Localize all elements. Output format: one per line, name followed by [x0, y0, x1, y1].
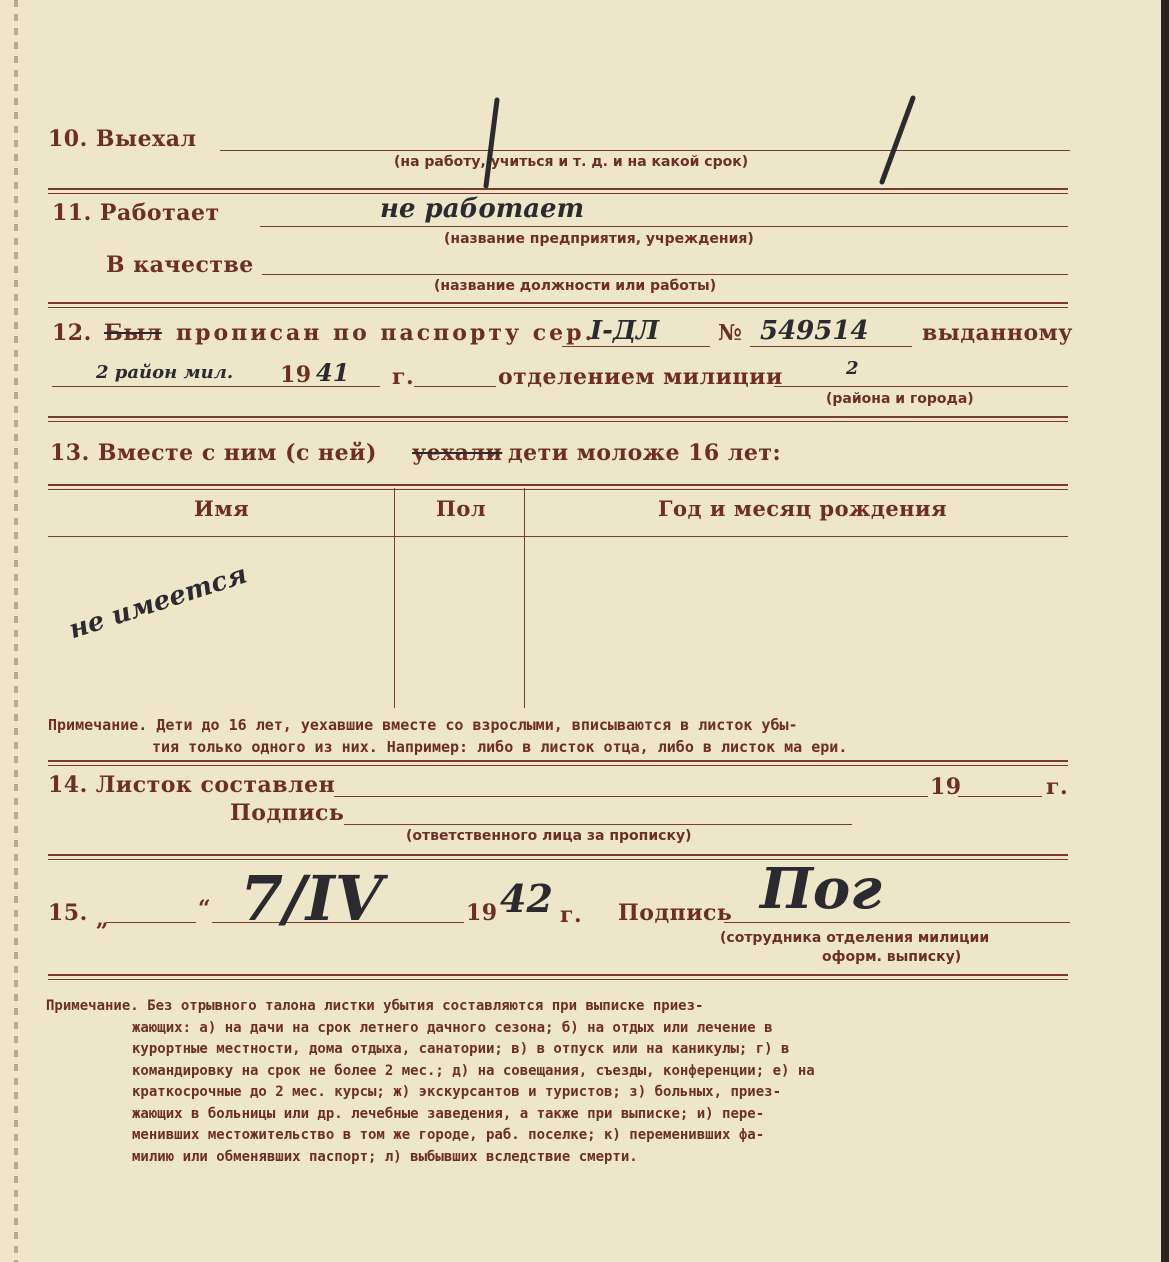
children-note-line-2: тия только одного из них. Например: либо в листок отца, либо в листок ма ери. [152, 737, 848, 756]
item12-issuer: 2 район мил. [96, 362, 234, 383]
final-note-line-1: Примечание. Без отрывного талона листки убытия составляются при выписке приез- [46, 998, 704, 1014]
item15-date: 7/IV [240, 862, 383, 935]
position-label: В качестве [106, 252, 254, 278]
item14-line [334, 796, 928, 797]
item14-caption: (ответственного лица за прописку) [406, 828, 692, 844]
item15-sign-line [724, 922, 1070, 923]
divider-12 [48, 416, 1068, 422]
g-line [414, 386, 496, 387]
item15-label: 15. [48, 900, 88, 926]
item12-year-prefix: 19 [280, 362, 312, 388]
item12-dept-hw: 2 [846, 358, 859, 379]
item11-value: не работает [380, 194, 585, 224]
item15-quote-open: „ [96, 906, 110, 932]
series-line [562, 346, 710, 347]
col-name-header: Имя [194, 496, 250, 521]
item15-day-line [106, 922, 196, 923]
position-line [262, 274, 1068, 275]
divider-14 [48, 854, 1068, 860]
item12-number: 549514 [760, 316, 869, 346]
item14-year-line [958, 796, 1042, 797]
item12-year: 41 [316, 358, 350, 387]
item11-caption: (название предприятия, учреждения) [444, 231, 754, 247]
item15-signature: Пог [760, 856, 882, 922]
item13-post: дети моложе 16 лет: [508, 440, 782, 466]
item12-issued: выданному [922, 320, 1073, 346]
final-note-line-8: милию или обменявших паспорт; л) выбывших вследствие смерти. [132, 1148, 638, 1165]
final-note-line-7: менивших местожительство в том же городе, раб. поселке; к) переменивших фа- [132, 1127, 765, 1143]
item15-caption-1: (сотрудника отделения милиции [720, 930, 990, 946]
final-note [46, 996, 815, 1168]
item15-quote-close: “ [198, 896, 212, 922]
item12-text: прописан по паспорту сер. [176, 320, 596, 346]
divider-11 [48, 302, 1068, 308]
final-note-line-3: курортные местности, дома отдыха, санатории; в) в отпуск или на каникулы; г) в [132, 1041, 790, 1057]
item13-pre: 13. Вместе с ним (с ней) [50, 440, 377, 466]
children-table-top [48, 484, 1068, 490]
item14-sign-label: Подпись [230, 800, 345, 826]
divider-15 [48, 974, 1068, 980]
children-note-line-1: Примечание. Дети до 16 лет, уехавшие вместе со взрослыми, вписываются в листок убы- [48, 716, 798, 734]
col-divider-1 [394, 488, 395, 708]
item10-caption: (на работу, учиться и т. д. и на какой срок) [394, 154, 749, 170]
children-note [48, 715, 847, 758]
col-sex-header: Пол [436, 496, 487, 521]
item12-crossed: Был [104, 320, 162, 346]
item13-crossed: уехали [412, 440, 503, 466]
final-note-line-5: краткосрочные до 2 мес. курсы; ж) экскурсантов и туристов; з) больных, приез- [132, 1084, 782, 1100]
item12-g: г. [392, 364, 415, 390]
col-divider-2 [524, 488, 525, 708]
item15-g: г. [560, 902, 583, 928]
item14-g: г. [1046, 774, 1069, 800]
final-note-line-6: жающих в больницы или др. лечебные заведения, а также при выписке; и) пере- [132, 1105, 765, 1122]
item11-label: 11. Работает [52, 200, 220, 226]
item15-caption-2: оформ. выписку) [822, 949, 962, 965]
item11-line [260, 226, 1068, 227]
position-caption: (название должности или работы) [434, 278, 717, 294]
item12-dept: отделением милиции [498, 364, 783, 390]
item12-num: 12. [52, 320, 92, 346]
item12-series: I-ДЛ [590, 316, 660, 346]
item14-sign-line [344, 824, 852, 825]
item14-label: 14. Листок составлен [48, 772, 336, 798]
dept-line [774, 386, 1068, 387]
children-header-line [48, 536, 1068, 537]
children-none: не имеется [65, 559, 251, 646]
item15-sign-label: Подпись [618, 900, 733, 926]
number-line [750, 346, 912, 347]
item12-caption: (района и города) [826, 391, 974, 407]
item15-year: 42 [500, 876, 553, 921]
col-birth-header: Год и месяц рождения [658, 496, 948, 521]
item10-label: 10. Выехал [48, 126, 197, 152]
item14-year: 19 [930, 774, 962, 800]
item12-no-label: № [718, 320, 743, 346]
final-note-line-4: командировку на срок не более 2 мес.; д) на совещания, съезды, конференции; е) на [132, 1062, 815, 1079]
item15-year-prefix: 19 [466, 900, 498, 926]
final-note-line-2: жающих: а) на дачи на срок летнего дачного сезона; б) на отдых или лечение в [132, 1019, 773, 1036]
divider-13 [48, 760, 1068, 766]
